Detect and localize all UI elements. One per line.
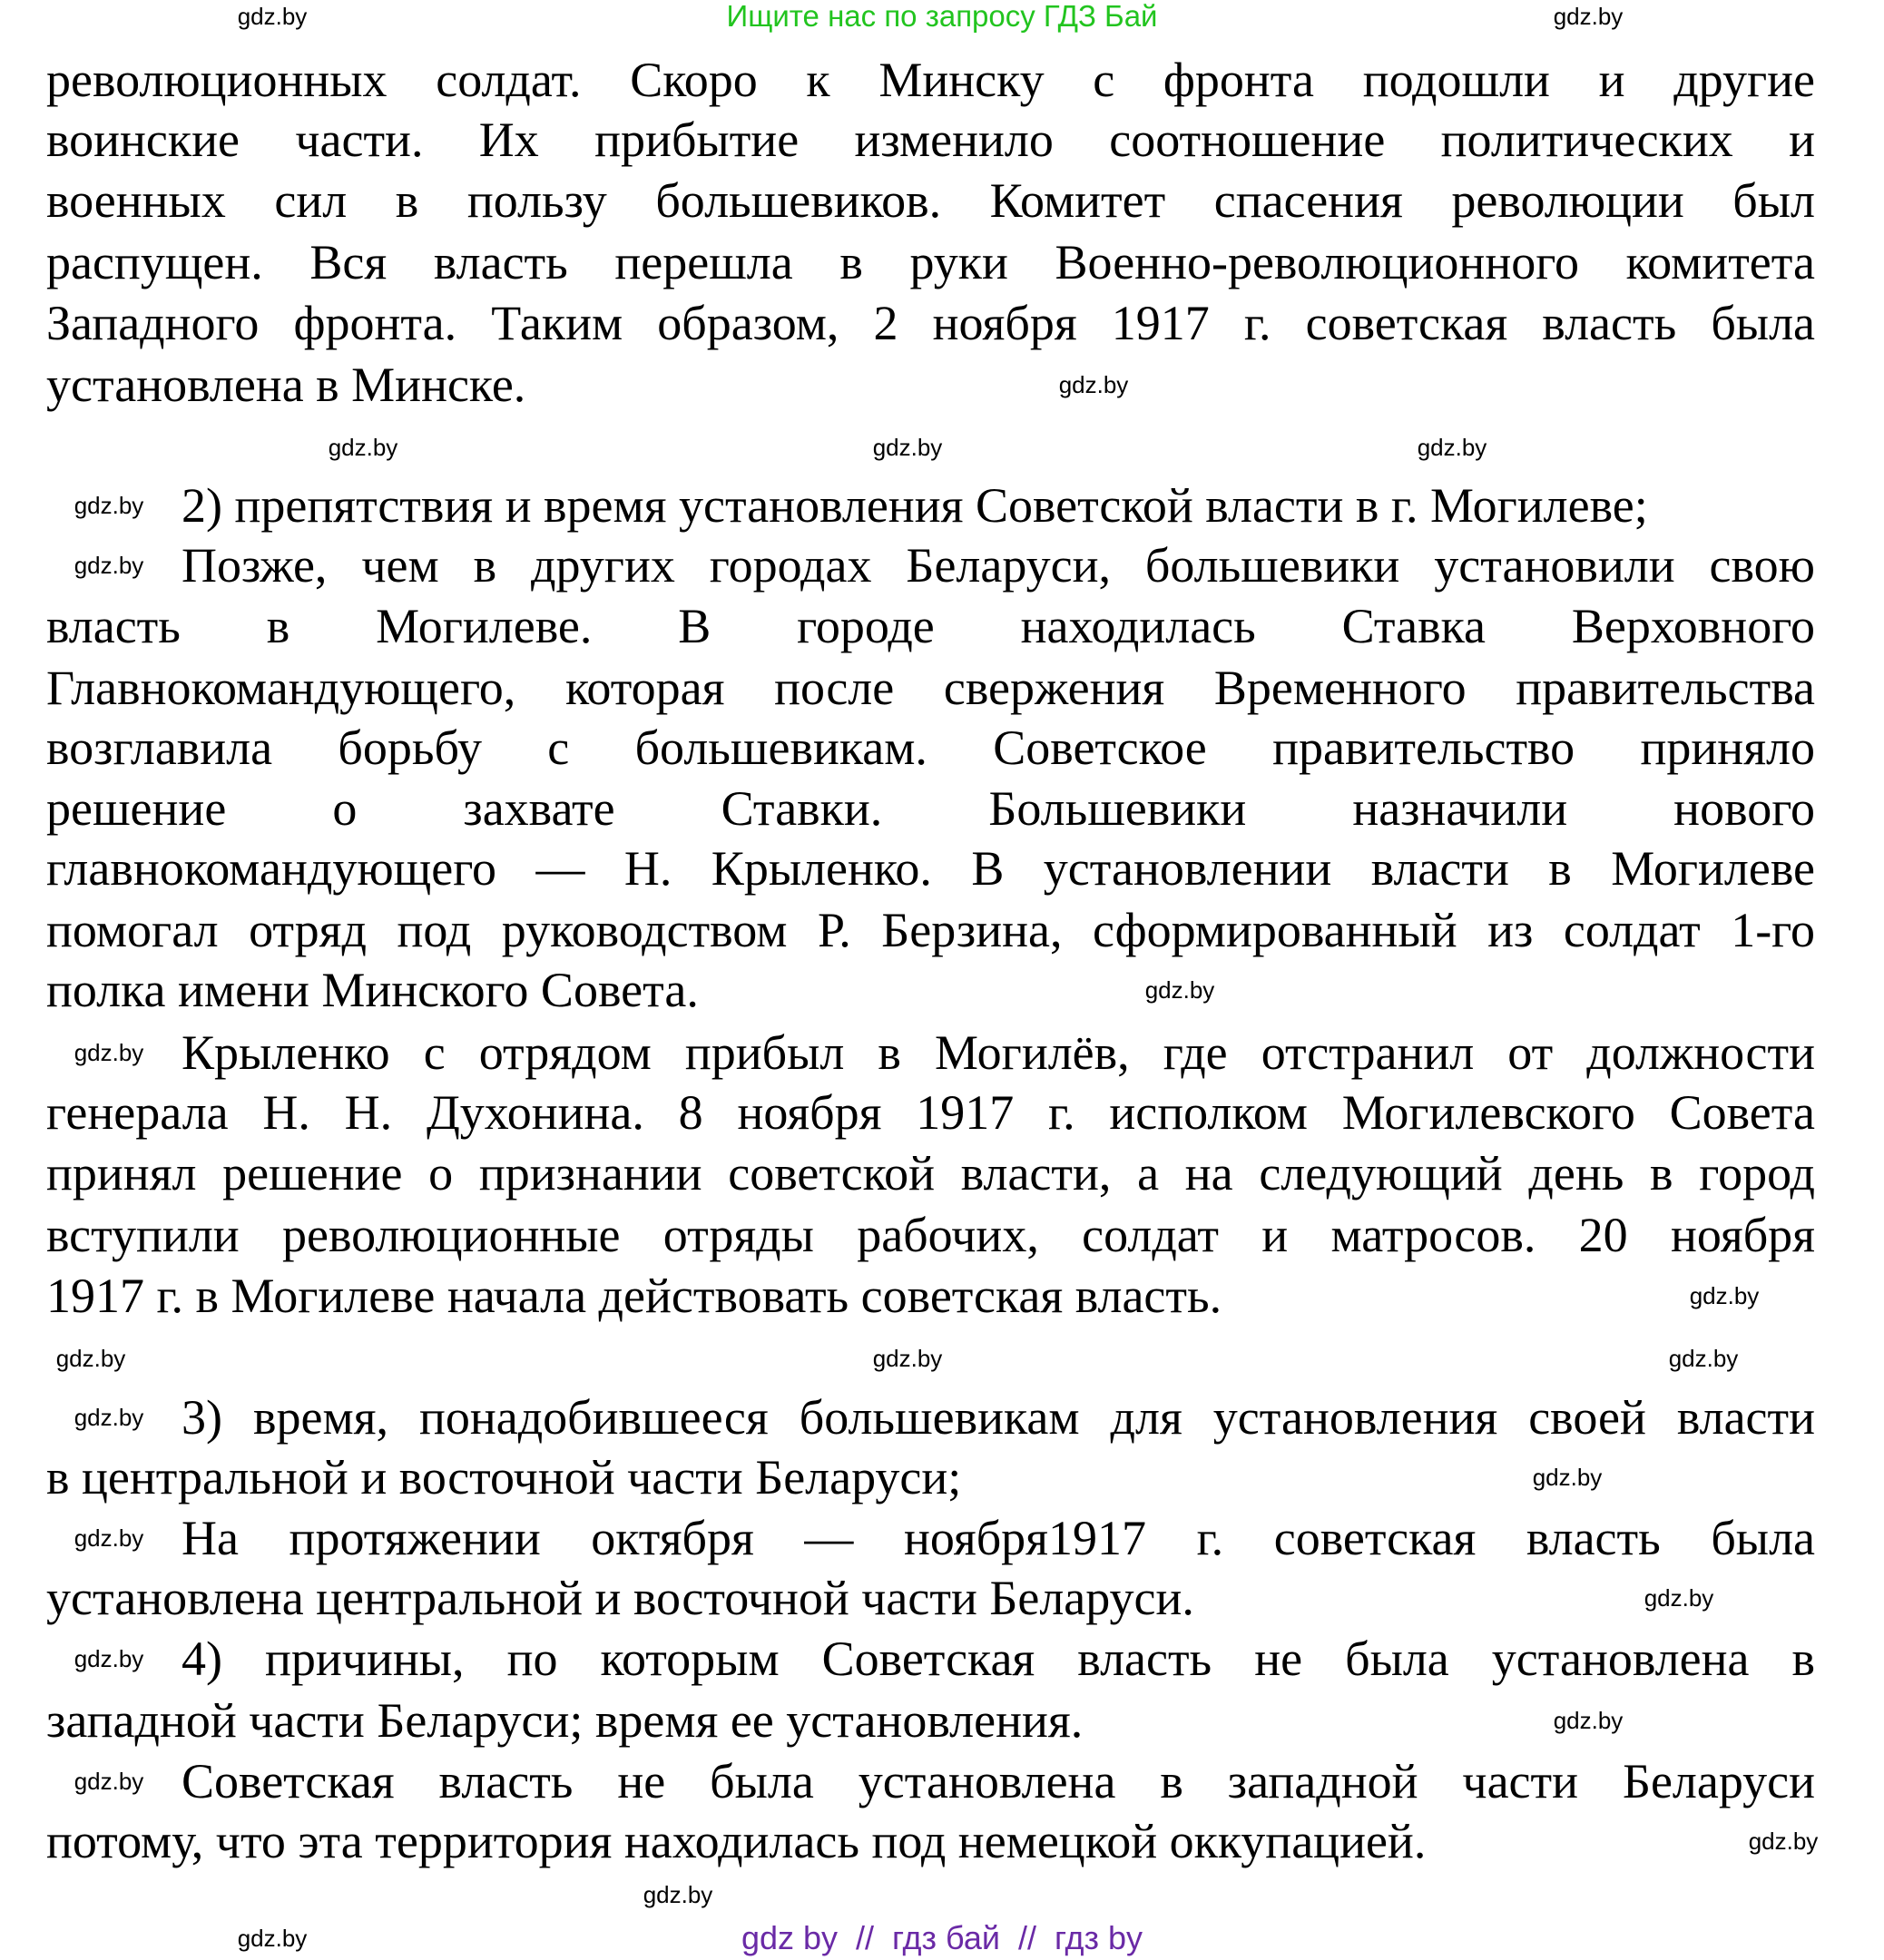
text-line-content: полка имени Минского Совета. [46,963,699,1017]
watermark: gdz.by [1644,1584,1714,1612]
text-line-content: 3) время, понадобившееся большевикам для установления своей власти [182,1390,1815,1445]
watermark: gdz.by [1417,434,1487,461]
text-line-content: установлена в Минске. [46,358,526,412]
text-line-content: Крыленко с отрядом прибыл в Могилёв, где отстранил от должности [182,1025,1815,1080]
text-line-content: решение о захвате Ставки. Большевики назначили нового [46,781,1815,836]
watermark: gdz.by [1144,976,1215,1004]
text-line-content: возглавила борьбу с большевикам. Советское правительство приняло [46,720,1815,775]
watermark: gdz.by [74,1645,144,1672]
text-line-content: генерала Н. Н. Духонина. 8 ноября 1917 г. исполком Могилевского Совета [46,1085,1815,1140]
question-heading [182,1631,1816,1687]
watermark: gdz.by [1058,371,1129,398]
text-line-content: вступили революционные отряды рабочих, солдат и матросов. 20 ноября [46,1208,1815,1262]
watermark: gdz.by [872,434,943,461]
text-line [46,295,1816,351]
text-line [46,1145,1816,1201]
watermark: gdz.by [1748,1828,1819,1855]
question-heading [182,477,1648,534]
text-line [46,780,1816,837]
text-line-content: Главнокомандующего, которая после свержения Временного правительства [46,661,1815,715]
watermark: gdz.by [74,1039,144,1066]
text-line-content: военных сил в пользу большевиков. Комитет спасения революции был [46,173,1815,228]
text-line-content: помогал отряд под руководством Р. Берзина, сформированный из солдат 1-го [46,903,1815,957]
text-line [182,1024,1816,1081]
text-line [182,537,1816,593]
watermark: gdz.by [1553,3,1624,30]
watermark: gdz.by [55,1345,126,1372]
watermark: gdz.by [1689,1282,1760,1309]
text-line-content: революционных солдат. Скоро к Минску с фронта подошли и другие [46,53,1815,107]
text-line [46,234,1816,290]
text-line [46,1692,1083,1749]
text-line [46,962,699,1018]
text-line-content: 1917 г. в Могилеве начала действовать советская власть. [46,1269,1222,1323]
text-line [182,1753,1816,1809]
text-line [46,1813,1426,1869]
text-line [46,598,1816,654]
watermark: gdz.by [237,3,308,30]
text-line-content: 2) препятствия и время установления Советской власти в г. Могилеве; [182,478,1648,533]
watermark: gdz.by [1532,1464,1603,1491]
watermark: gdz.by [1668,1345,1739,1372]
text-line [46,720,1816,776]
text-line-content: На протяжении октября — ноября1917 г. советская власть была [182,1511,1815,1565]
watermark: gdz.by [74,1768,144,1795]
text-line-content: воинские части. Их прибытие изменило соотношение политических и [46,113,1815,167]
watermark: gdz.by [74,1524,144,1552]
text-line-content: главнокомандующего — Н. Крыленко. В установлении власти в Могилеве [46,841,1815,896]
text-line-content: Позже, чем в других городах Беларуси, большевики установили свою [182,538,1815,593]
watermark: gdz.by [328,434,398,461]
text-line [46,357,525,413]
watermark: gdz.by [74,552,144,579]
text-line [46,1207,1816,1263]
text-line [46,1570,1194,1626]
text-line-content: потому, что эта территория находилась под немецкой оккупацией. [46,1814,1427,1868]
text-line-content: установлена центральной и восточной части Беларуси. [46,1571,1194,1625]
text-line-content: власть в Могилеве. В городе находилась Ставка Верховного [46,599,1815,653]
watermark: gdz.by [237,1925,308,1952]
text-line [46,112,1816,168]
watermark: gdz.by [74,1404,144,1431]
text-line [46,52,1816,108]
text-line [46,660,1816,716]
text-line-content: 4) причины, по которым Советская власть не была установлена в [182,1632,1815,1686]
text-line-content: принял решение о признании советской власти, а на следующий день в город [46,1146,1815,1200]
text-line [46,1449,961,1505]
text-line [46,172,1816,229]
watermark: gdz.by [74,492,144,519]
watermark: gdz.by [1553,1707,1624,1734]
text-line [46,902,1816,958]
text-line-content: западной части Беларуси; время ее установления. [46,1693,1084,1748]
watermark: gdz.by [872,1345,943,1372]
footer-links: gdz by // гдз бай // гдз by [741,1919,1143,1956]
text-line [182,1510,1816,1566]
text-line-content: Западного фронта. Таким образом, 2 ноября 1917 г. советская власть была [46,296,1815,350]
text-line-content: в центральной и восточной части Беларуси; [46,1450,962,1504]
watermark: gdz.by [643,1881,713,1908]
text-line-content: распущен. Вся власть перешла в руки Военно-революционного комитета [46,235,1815,289]
text-line [46,840,1816,897]
text-line-content: Советская власть не была установлена в западной части Беларуси [182,1754,1815,1808]
search-banner: Ищите нас по запросу ГДЗ Бай [726,0,1158,33]
question-heading [182,1389,1816,1446]
text-line [46,1084,1816,1141]
text-line [46,1268,1222,1324]
